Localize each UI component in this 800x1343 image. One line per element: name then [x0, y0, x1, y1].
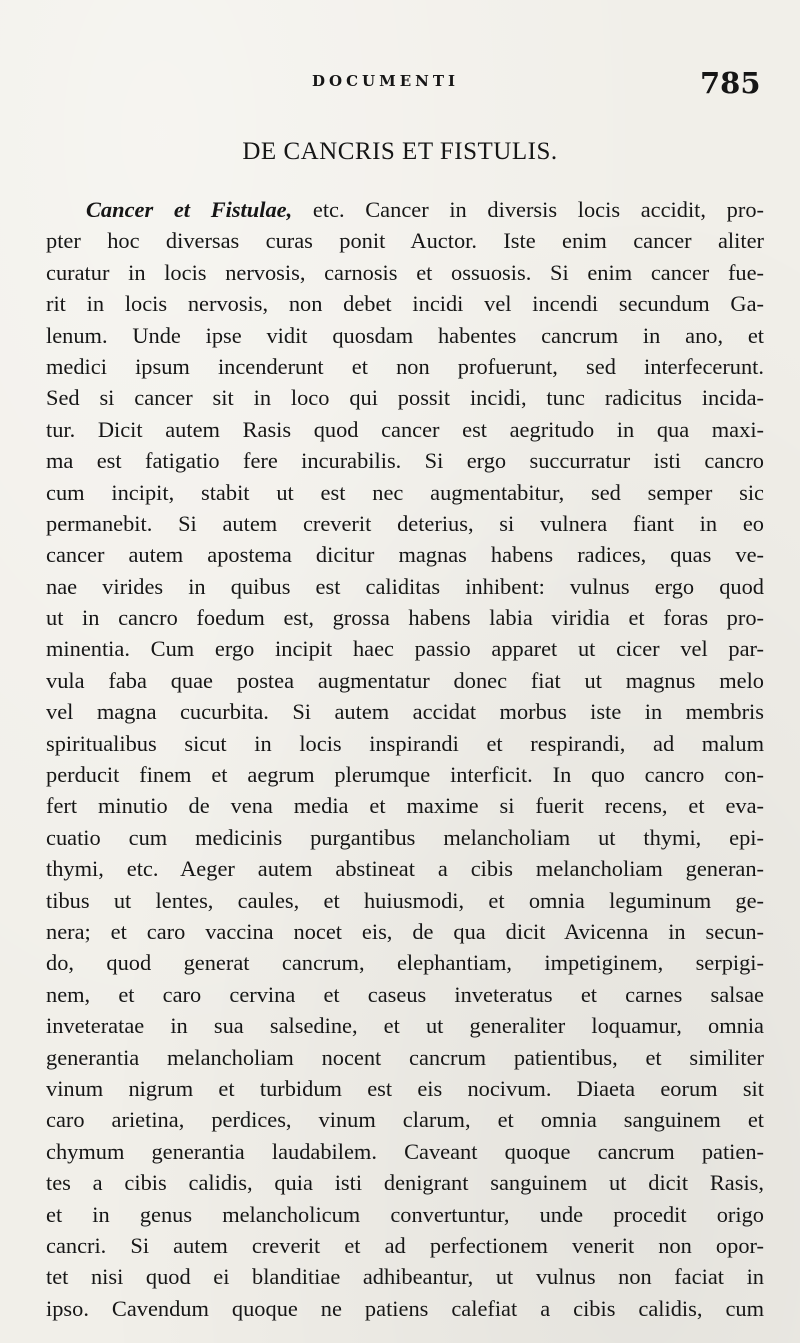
text-line: nem, et caro cervina et caseus inveteratus et carnes salsae — [46, 981, 764, 1007]
section-title — [0, 138, 800, 166]
text-line: pter hoc diversas curas ponit Auctor. Iste enim cancer aliter — [46, 228, 764, 254]
body-text — [46, 194, 764, 1324]
text-line: lenum. Unde ipse vidit quosdam habentes cancrum in ano, et — [46, 322, 764, 348]
text-line: minentia. Cum ergo incipit haec passio apparet ut cicer vel par- — [46, 636, 764, 662]
running-head — [0, 66, 800, 106]
text-line: vula faba quae postea augmentatur donec fiat ut magnus melo — [46, 667, 764, 693]
text-line: medici ipsum incenderunt et non profuerunt, sed interfecerunt. — [46, 353, 764, 379]
text-line: Sed si cancer sit in loco qui possit incidi, tunc radicitus incida- — [46, 385, 764, 411]
text-line: cancer autem apostema dicitur magnas habens radices, quas ve- — [46, 542, 764, 568]
text-line: vinum nigrum et turbidum est eis nocivum. Diaeta eorum sit — [46, 1075, 764, 1101]
text-line: cuatio cum medicinis purgantibus melancholiam ut thymi, epi- — [46, 824, 764, 850]
text-line: curatur in locis nervosis, carnosis et ossuosis. Si enim cancer fue- — [46, 259, 764, 285]
text-line: permanebit. Si autem creverit deterius, si vulnera fiant in eo — [46, 510, 764, 536]
section-title-text: DE CANCRIS ET FISTULIS. — [242, 138, 558, 165]
text-line: rit in locis nervosis, non debet incidi vel incendi secundum Ga- — [46, 291, 764, 317]
text-line: tes a cibis calidis, quia isti denigrant sanguinem ut dicit Rasis, — [46, 1170, 764, 1196]
text-line: fert minutio de vena media et maxime si fuerit recens, et eva- — [46, 793, 764, 819]
text-line: tet nisi quod ei blanditiae adhibeantur, ut vulnus non faciat in — [46, 1264, 764, 1290]
text-line: caro arietina, perdices, vinum clarum, et omnia sanguinem et — [46, 1107, 764, 1133]
text-line: generantia melancholiam nocent cancrum patientibus, et similiter — [46, 1044, 764, 1070]
text-line: ut in cancro foedum est, grossa habens labia viridia et foras pro- — [46, 605, 764, 631]
text-line-content: etc. Cancer in diversis locis accidit, pro- — [312, 197, 764, 222]
text-line: chymum generantia laudabilem. Caveant quoque cancrum patien- — [46, 1138, 764, 1164]
lemma: Cancer et Fistulae, — [86, 197, 293, 222]
text-line: et in genus melancholicum convertuntur, unde procedit origo — [46, 1201, 764, 1227]
running-title: DOCUMENTI — [312, 72, 460, 90]
text-line: perducit finem et aegrum plerumque interficit. In quo cancro con- — [46, 762, 764, 788]
text-line: nae virides in quibus est caliditas inhibent: vulnus ergo quod — [46, 573, 764, 599]
text-line: do, quod generat cancrum, elephantiam, impetiginem, serpigi- — [46, 950, 764, 976]
text-line: cancri. Si autem creverit et ad perfectionem venerit non opor- — [46, 1232, 764, 1258]
text-line: tur. Dicit autem Rasis quod cancer est aegritudo in qua maxi- — [46, 416, 764, 442]
text-line — [46, 194, 764, 225]
text-line: spiritualibus sicut in locis inspirandi et respirandi, ad malum — [46, 730, 764, 756]
text-line: tibus ut lentes, caules, et huiusmodi, et omnia leguminum ge- — [46, 887, 764, 913]
text-line: ipso. Cavendum quoque ne patiens calefiat a cibis calidis, cum — [46, 1295, 764, 1321]
text-line: nera; et caro vaccina nocet eis, de qua dicit Avicenna in secun- — [46, 918, 764, 944]
text-line: vel magna cucurbita. Si autem accidat morbus iste in membris — [46, 699, 764, 725]
text-line: ma est fatigatio fere incurabilis. Si ergo succurratur isti cancro — [46, 448, 764, 474]
text-line: cum incipit, stabit ut est nec augmentabitur, sed semper sic — [46, 479, 764, 505]
text-line: inveteratae in sua salsedine, et ut generaliter loquamur, omnia — [46, 1013, 764, 1039]
page-number: 785 — [700, 66, 761, 100]
text-line: thymi, etc. Aeger autem abstineat a cibis melancholiam generan- — [46, 856, 764, 882]
